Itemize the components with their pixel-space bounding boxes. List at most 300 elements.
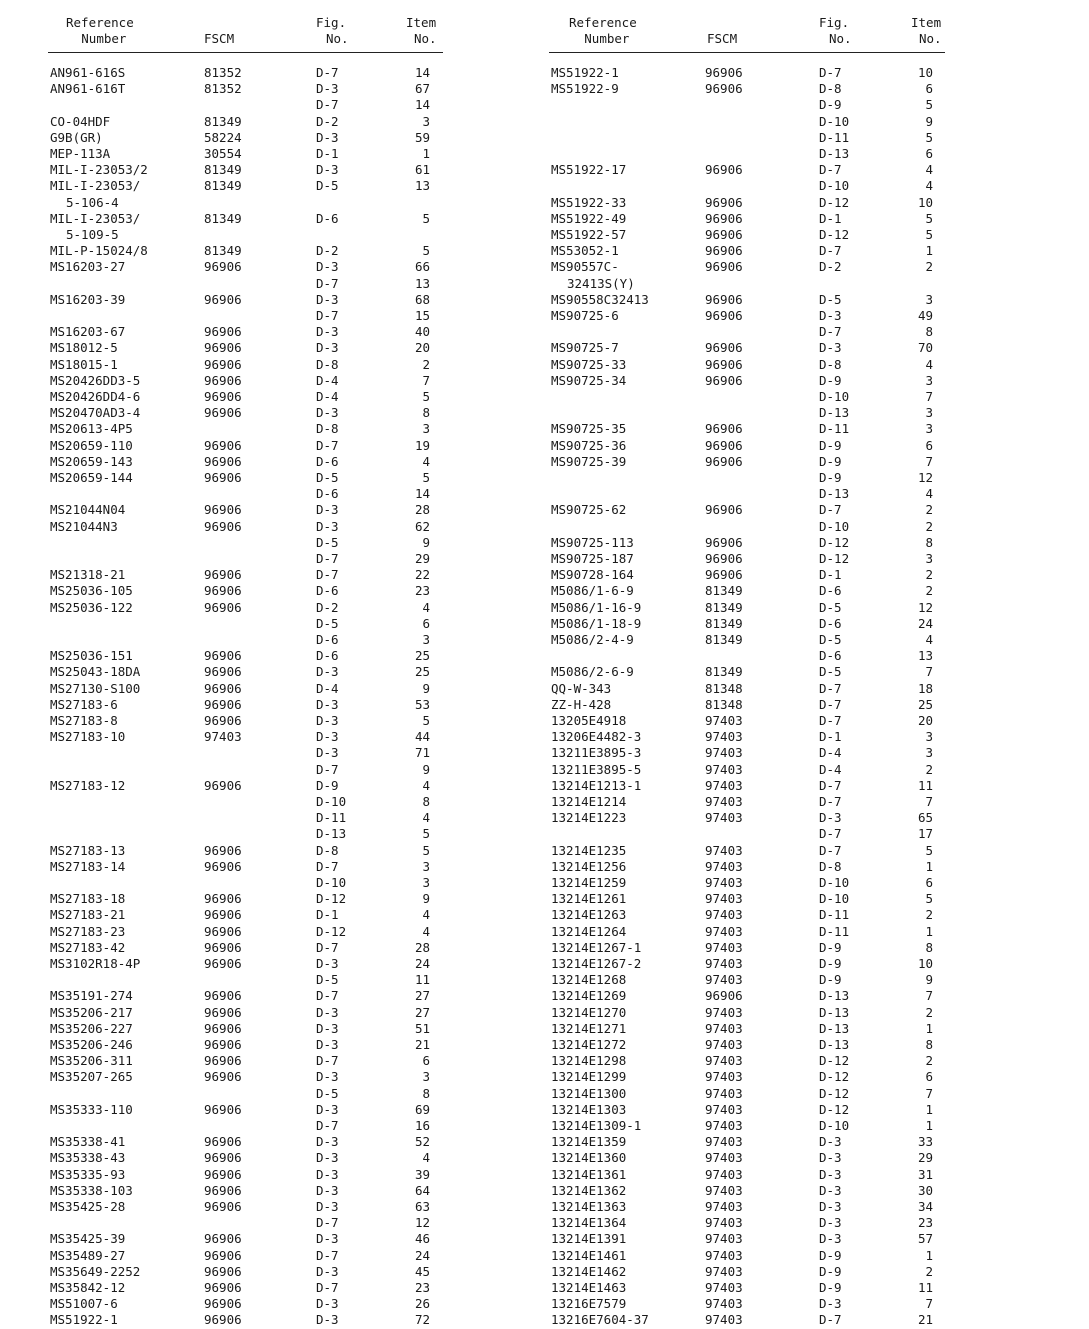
item-number: 5 bbox=[925, 129, 933, 145]
fscm-code: 96906 bbox=[705, 534, 743, 550]
reference-number: 13214E1364 bbox=[551, 1215, 627, 1231]
fscm-code: 96906 bbox=[204, 696, 242, 712]
reference-number: 5-109-5 bbox=[66, 227, 119, 242]
item-number: 19 bbox=[414, 437, 430, 453]
ref-header bbox=[66, 15, 134, 47]
table-row bbox=[48, 146, 443, 162]
item-number: 1 bbox=[925, 923, 933, 939]
table-row bbox=[48, 664, 443, 680]
figure-number: D-12 bbox=[819, 534, 850, 550]
figure-number: D-6 bbox=[819, 648, 842, 664]
figure-number: D-3 bbox=[316, 1020, 339, 1036]
reference-number: 13214E1261 bbox=[551, 891, 627, 907]
reference-number: M5086/1-6-9 bbox=[551, 583, 634, 599]
table-row bbox=[48, 826, 443, 842]
reference-number: MS18012-5 bbox=[50, 340, 118, 356]
item-number: 7 bbox=[422, 372, 430, 388]
figure-number: D-3 bbox=[819, 810, 842, 826]
reference-number: 13214E1214 bbox=[551, 794, 627, 809]
figure-number: D-8 bbox=[316, 356, 339, 372]
item-number: 1 bbox=[925, 1247, 933, 1263]
fscm-code: 97403 bbox=[705, 794, 743, 809]
fscm-code: 96906 bbox=[204, 956, 242, 971]
item-number: 65 bbox=[917, 810, 933, 826]
left-header bbox=[48, 0, 443, 54]
reference-number: 32413S(Y) bbox=[567, 275, 635, 291]
figure-number: D-13 bbox=[819, 988, 850, 1004]
table-row bbox=[549, 519, 945, 535]
fscm-code: 96906 bbox=[204, 1166, 242, 1182]
table-row bbox=[549, 907, 945, 923]
table-row bbox=[48, 567, 443, 583]
fscm-code: 81348 bbox=[705, 680, 743, 696]
item-number: 6 bbox=[925, 1069, 933, 1085]
figure-number: D-3 bbox=[316, 1150, 339, 1166]
figure-number: D-3 bbox=[316, 405, 339, 421]
reference-number: 13214E1300 bbox=[551, 1085, 627, 1101]
reference-number: MS51007-6 bbox=[50, 1296, 118, 1312]
reference-number: 13214E1359 bbox=[551, 1134, 627, 1150]
reference-number: 13214E1298 bbox=[551, 1053, 627, 1069]
reference-number: 13205E4918 bbox=[551, 713, 627, 728]
figure-number: D-7 bbox=[316, 1118, 339, 1133]
reference-number: MS51922-1 bbox=[50, 1312, 118, 1328]
fscm-code: 97403 bbox=[705, 777, 743, 793]
reference-number: MS35489-27 bbox=[50, 1247, 126, 1263]
reference-number: MS51922-33 bbox=[551, 194, 627, 210]
reference-number: MS21044N04 bbox=[50, 502, 126, 518]
item-number: 9 bbox=[925, 972, 933, 988]
table-row bbox=[48, 1118, 443, 1134]
table-row bbox=[549, 988, 945, 1004]
item-number: 5 bbox=[925, 842, 933, 858]
ref-header-line1: Reference bbox=[66, 15, 134, 30]
table-row bbox=[549, 891, 945, 907]
fscm-header: FSCM bbox=[707, 31, 738, 46]
fig-header bbox=[819, 15, 852, 47]
figure-number: D-7 bbox=[819, 794, 842, 809]
fscm-code: 81349 bbox=[705, 664, 743, 680]
item-number: 63 bbox=[414, 1199, 430, 1214]
fscm-code: 97403 bbox=[204, 729, 242, 745]
reference-number: MS21044N3 bbox=[50, 518, 118, 534]
figure-number: D-1 bbox=[819, 729, 842, 745]
reference-number: 13216E7579 bbox=[551, 1296, 627, 1312]
table-row bbox=[48, 405, 443, 421]
item-number: 28 bbox=[414, 939, 430, 955]
figure-number: D-9 bbox=[819, 939, 842, 955]
item-number: 11 bbox=[917, 777, 933, 793]
item-number: 5 bbox=[925, 227, 933, 242]
fscm-code: 96906 bbox=[705, 81, 743, 97]
figure-number: D-3 bbox=[316, 129, 339, 145]
fscm-code: 96906 bbox=[204, 907, 242, 923]
item-number: 2 bbox=[422, 356, 430, 372]
item-header bbox=[406, 15, 437, 47]
table-row bbox=[48, 308, 443, 324]
reference-number: 13214E1360 bbox=[551, 1150, 627, 1166]
item-number: 3 bbox=[422, 113, 430, 129]
item-number: 21 bbox=[917, 1312, 933, 1328]
fscm-code: 30554 bbox=[204, 146, 242, 161]
figure-number: D-12 bbox=[819, 194, 850, 210]
table-row bbox=[549, 1215, 945, 1231]
item-number: 6 bbox=[925, 437, 933, 453]
item-number: 25 bbox=[414, 648, 430, 664]
reference-number: MS51922-9 bbox=[551, 81, 619, 97]
table-row bbox=[549, 195, 945, 211]
fscm-code: 97403 bbox=[705, 956, 743, 971]
figure-number: D-13 bbox=[819, 1037, 850, 1052]
reference-number: MS27183-8 bbox=[50, 713, 118, 728]
figure-number: D-3 bbox=[819, 1150, 842, 1166]
item-number: 6 bbox=[925, 875, 933, 890]
fscm-code: 97403 bbox=[705, 1231, 743, 1247]
table-row bbox=[48, 276, 443, 292]
reference-number: MS18015-1 bbox=[50, 356, 118, 372]
figure-number: D-10 bbox=[819, 518, 850, 534]
item-number: 1 bbox=[925, 1020, 933, 1036]
table-row bbox=[48, 195, 443, 211]
item-header bbox=[911, 15, 942, 47]
reference-number: 13214E1461 bbox=[551, 1247, 627, 1263]
figure-number: D-5 bbox=[316, 1085, 339, 1101]
reference-number: 13214E1269 bbox=[551, 988, 627, 1004]
item-number: 5 bbox=[422, 842, 430, 858]
fscm-code: 97403 bbox=[705, 1247, 743, 1263]
figure-number: D-3 bbox=[316, 502, 339, 518]
item-number: 4 bbox=[925, 162, 933, 178]
figure-number: D-3 bbox=[316, 745, 339, 761]
figure-number: D-10 bbox=[819, 875, 850, 890]
table-row bbox=[549, 843, 945, 859]
item-number: 3 bbox=[422, 875, 430, 890]
item-number: 3 bbox=[925, 729, 933, 745]
fscm-code: 97403 bbox=[705, 1150, 743, 1166]
fig-header-line1: Fig. bbox=[316, 15, 347, 30]
table-row bbox=[549, 438, 945, 454]
table-row bbox=[48, 1053, 443, 1069]
item-number: 18 bbox=[917, 680, 933, 696]
fscm-code: 96906 bbox=[204, 567, 242, 583]
figure-number: D-7 bbox=[819, 696, 842, 712]
item-number: 23 bbox=[414, 583, 430, 599]
table-row bbox=[48, 940, 443, 956]
reference-number: MIL-I-23053/ bbox=[50, 178, 141, 194]
figure-number: D-11 bbox=[819, 923, 850, 939]
table-row bbox=[48, 373, 443, 389]
table-row bbox=[48, 243, 443, 259]
reference-number: MIL-I-23053/2 bbox=[50, 162, 148, 178]
table-row bbox=[48, 972, 443, 988]
fscm-code: 97403 bbox=[705, 1312, 743, 1328]
table-row bbox=[48, 810, 443, 826]
figure-number: D-11 bbox=[819, 129, 850, 145]
table-row bbox=[549, 859, 945, 875]
item-number: 4 bbox=[422, 810, 430, 826]
item-number: 14 bbox=[414, 486, 430, 502]
item-number: 3 bbox=[925, 421, 933, 437]
figure-number: D-3 bbox=[819, 1166, 842, 1182]
figure-number: D-6 bbox=[316, 632, 339, 647]
table-row bbox=[48, 97, 443, 113]
item-number: 66 bbox=[414, 259, 430, 275]
fscm-code: 96906 bbox=[204, 470, 242, 485]
reference-number: 13214E1463 bbox=[551, 1280, 627, 1295]
table-row bbox=[48, 421, 443, 437]
figure-number: D-3 bbox=[316, 324, 339, 340]
table-row bbox=[48, 924, 443, 940]
table-row bbox=[48, 1199, 443, 1215]
fscm-code: 96906 bbox=[204, 1069, 242, 1085]
ref-header-line1: Reference bbox=[569, 15, 637, 30]
item-number: 9 bbox=[422, 761, 430, 777]
table-row bbox=[549, 1183, 945, 1199]
item-number: 20 bbox=[917, 713, 933, 728]
table-row bbox=[48, 502, 443, 518]
item-number: 2 bbox=[925, 761, 933, 777]
figure-number: D-13 bbox=[819, 486, 850, 502]
reference-number: MS90725-34 bbox=[551, 372, 627, 388]
table-row bbox=[549, 276, 945, 292]
table-row bbox=[549, 1053, 945, 1069]
reference-number: MS20613-4P5 bbox=[50, 421, 133, 437]
fscm-code: 96906 bbox=[204, 502, 242, 518]
item-number: 52 bbox=[414, 1134, 430, 1150]
reference-number: MS35338-103 bbox=[50, 1182, 133, 1198]
fscm-code: 58224 bbox=[204, 129, 242, 145]
item-number: 1 bbox=[925, 1101, 933, 1117]
figure-number: D-4 bbox=[819, 761, 842, 777]
item-number: 23 bbox=[917, 1215, 933, 1231]
item-number: 9 bbox=[422, 534, 430, 550]
fscm-code: 97403 bbox=[705, 842, 743, 858]
table-row bbox=[48, 259, 443, 275]
item-number: 59 bbox=[414, 129, 430, 145]
fscm-code: 96906 bbox=[204, 453, 242, 469]
fscm-code: 81349 bbox=[705, 599, 743, 615]
fscm-code: 96906 bbox=[204, 324, 242, 340]
item-number: 26 bbox=[414, 1296, 430, 1312]
figure-number: D-5 bbox=[819, 664, 842, 680]
figure-number: D-3 bbox=[316, 1134, 339, 1150]
reference-number: 5-106-4 bbox=[66, 194, 119, 210]
figure-number: D-12 bbox=[819, 1085, 850, 1101]
item-number: 12 bbox=[917, 470, 933, 485]
reference-number: MS27183-13 bbox=[50, 842, 126, 858]
fscm-code: 96906 bbox=[705, 291, 743, 307]
figure-number: D-4 bbox=[316, 389, 339, 404]
fscm-code: 97403 bbox=[705, 1069, 743, 1085]
item-header-line1: Item bbox=[911, 15, 942, 30]
table-row bbox=[549, 1005, 945, 1021]
fscm-code: 96906 bbox=[204, 518, 242, 534]
reference-number: MS20659-143 bbox=[50, 453, 133, 469]
reference-number: MS90725-35 bbox=[551, 421, 627, 437]
item-number: 14 bbox=[414, 65, 430, 80]
table-row bbox=[549, 502, 945, 518]
figure-number: D-6 bbox=[316, 583, 339, 599]
fscm-code: 96906 bbox=[705, 308, 743, 323]
fscm-code: 96906 bbox=[705, 421, 743, 437]
item-number: 25 bbox=[414, 664, 430, 680]
table-row bbox=[48, 292, 443, 308]
table-row bbox=[549, 875, 945, 891]
figure-number: D-1 bbox=[819, 567, 842, 583]
table-row bbox=[48, 535, 443, 551]
item-number: 4 bbox=[422, 1150, 430, 1166]
table-row bbox=[549, 227, 945, 243]
reference-number: ZZ-H-428 bbox=[551, 696, 612, 712]
item-number: 72 bbox=[414, 1312, 430, 1328]
reference-number: 13214E1362 bbox=[551, 1182, 627, 1198]
table-row bbox=[48, 324, 443, 340]
fscm-code: 96906 bbox=[204, 437, 242, 453]
reference-number: MS21318-21 bbox=[50, 567, 126, 583]
figure-number: D-7 bbox=[316, 761, 339, 777]
fscm-code: 96906 bbox=[204, 988, 242, 1004]
item-number: 70 bbox=[917, 340, 933, 356]
figure-number: D-5 bbox=[819, 632, 842, 647]
figure-number: D-7 bbox=[819, 162, 842, 178]
table-row bbox=[48, 438, 443, 454]
figure-number: D-3 bbox=[316, 1069, 339, 1085]
table-row bbox=[48, 794, 443, 810]
table-row bbox=[549, 65, 945, 81]
table-row bbox=[48, 1312, 443, 1328]
item-number: 3 bbox=[925, 551, 933, 566]
figure-number: D-3 bbox=[316, 518, 339, 534]
figure-number: D-9 bbox=[819, 1247, 842, 1263]
figure-number: D-8 bbox=[316, 421, 339, 437]
item-number: 3 bbox=[422, 1069, 430, 1085]
figure-number: D-10 bbox=[819, 1118, 850, 1133]
table-row bbox=[48, 1183, 443, 1199]
table-row bbox=[549, 454, 945, 470]
item-number: 15 bbox=[414, 308, 430, 323]
fscm-code: 97403 bbox=[705, 745, 743, 761]
figure-number: D-9 bbox=[316, 777, 339, 793]
figure-number: D-3 bbox=[316, 81, 339, 97]
table-row bbox=[48, 65, 443, 81]
figure-number: D-7 bbox=[819, 842, 842, 858]
fscm-code: 96906 bbox=[204, 1037, 242, 1052]
table-row bbox=[549, 1296, 945, 1312]
reference-number: MS25036-122 bbox=[50, 599, 133, 615]
figure-number: D-3 bbox=[316, 291, 339, 307]
fig-header-line1: Fig. bbox=[819, 15, 850, 30]
figure-number: D-6 bbox=[316, 210, 339, 226]
fscm-code: 96906 bbox=[204, 1182, 242, 1198]
table-row bbox=[48, 340, 443, 356]
figure-number: D-9 bbox=[819, 453, 842, 469]
item-number: 2 bbox=[925, 907, 933, 923]
figure-number: D-3 bbox=[316, 713, 339, 728]
figure-number: D-3 bbox=[316, 1037, 339, 1052]
item-number: 29 bbox=[414, 551, 430, 566]
table-row bbox=[549, 745, 945, 761]
figure-number: D-9 bbox=[819, 972, 842, 988]
item-number: 5 bbox=[422, 470, 430, 485]
fscm-code: 97403 bbox=[705, 1085, 743, 1101]
fscm-code: 97403 bbox=[705, 713, 743, 728]
item-number: 33 bbox=[917, 1134, 933, 1150]
reference-number: MS90725-187 bbox=[551, 551, 634, 566]
fig-header-line2: No. bbox=[326, 31, 349, 46]
fscm-code: 96906 bbox=[204, 1296, 242, 1312]
figure-number: D-13 bbox=[316, 826, 347, 842]
figure-number: D-7 bbox=[819, 65, 842, 80]
reference-number: MS27183-18 bbox=[50, 891, 126, 907]
item-number: 3 bbox=[422, 858, 430, 874]
item-number: 8 bbox=[925, 939, 933, 955]
fscm-code: 96906 bbox=[204, 356, 242, 372]
fscm-code: 96906 bbox=[705, 437, 743, 453]
fscm-code: 97403 bbox=[705, 1280, 743, 1295]
fscm-code: 96906 bbox=[204, 842, 242, 858]
fscm-code: 96906 bbox=[705, 162, 743, 178]
reference-number: MS35207-265 bbox=[50, 1069, 133, 1085]
table-row bbox=[48, 1021, 443, 1037]
figure-number: D-10 bbox=[819, 389, 850, 404]
header-rule bbox=[549, 52, 945, 53]
item-number: 4 bbox=[925, 486, 933, 502]
fscm-code: 97403 bbox=[705, 1053, 743, 1069]
fscm-code: 96906 bbox=[705, 227, 743, 242]
table-row bbox=[48, 859, 443, 875]
figure-number: D-7 bbox=[316, 437, 339, 453]
fscm-code: 96906 bbox=[705, 243, 743, 259]
figure-number: D-7 bbox=[316, 1280, 339, 1295]
reference-number: M5086/1-16-9 bbox=[551, 599, 642, 615]
fscm-code: 96906 bbox=[204, 1004, 242, 1020]
item-number: 5 bbox=[925, 891, 933, 907]
fscm-code: 96906 bbox=[204, 680, 242, 696]
reference-number: MS27183-6 bbox=[50, 696, 118, 712]
table-row bbox=[549, 940, 945, 956]
fscm-code: 81349 bbox=[204, 210, 242, 226]
table-row bbox=[48, 162, 443, 178]
item-number: 8 bbox=[925, 1037, 933, 1052]
fscm-code: 97403 bbox=[705, 729, 743, 745]
figure-number: D-10 bbox=[819, 178, 850, 194]
item-number: 9 bbox=[422, 891, 430, 907]
fscm-code: 96906 bbox=[705, 194, 743, 210]
fscm-code: 97403 bbox=[705, 1118, 743, 1133]
figure-number: D-7 bbox=[819, 1312, 842, 1328]
table-row bbox=[549, 243, 945, 259]
item-number: 13 bbox=[917, 648, 933, 664]
figure-number: D-4 bbox=[316, 372, 339, 388]
fscm-code: 81352 bbox=[204, 81, 242, 97]
item-number: 24 bbox=[917, 615, 933, 631]
reference-number: 13214E1213-1 bbox=[551, 777, 642, 793]
reference-number: MS20470AD3-4 bbox=[50, 405, 141, 421]
item-number: 8 bbox=[422, 794, 430, 809]
table-row bbox=[48, 551, 443, 567]
reference-number: 13211E3895-3 bbox=[551, 745, 642, 761]
figure-number: D-8 bbox=[819, 81, 842, 97]
figure-number: D-2 bbox=[819, 259, 842, 275]
table-row bbox=[48, 357, 443, 373]
reference-number: 13211E3895-5 bbox=[551, 761, 642, 777]
fscm-code: 97403 bbox=[705, 1182, 743, 1198]
reference-number: 13214E1309-1 bbox=[551, 1118, 642, 1133]
item-number: 11 bbox=[414, 972, 430, 988]
table-row bbox=[48, 519, 443, 535]
table-row bbox=[48, 600, 443, 616]
fscm-code: 97403 bbox=[705, 875, 743, 890]
